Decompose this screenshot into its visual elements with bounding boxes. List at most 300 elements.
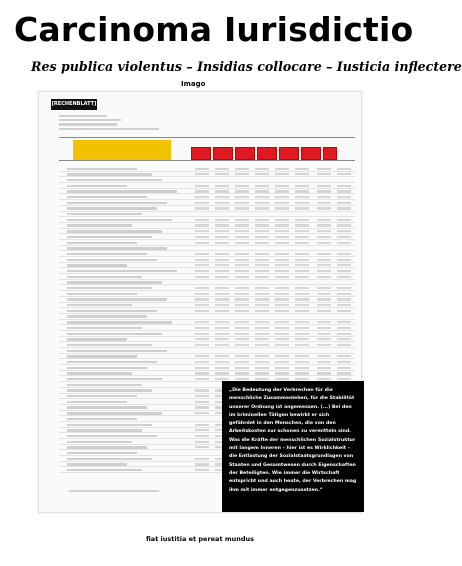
- row-value: [195, 441, 209, 443]
- row-value: [195, 355, 209, 357]
- row-value: [275, 304, 289, 306]
- row-value: [235, 304, 249, 306]
- row-value: [235, 321, 249, 323]
- quote-box: „Die Bedeutung der Verbrechen für die menschliche Zusammenleben, für die Stabilität unserer Ordnung ist angemessen. (...) Bei den im kriminellen Tätigen bewirkt er sich gefährdet in den Menschen, die von den Arbeitskosten zur schonen zu vermitteln sind. Was die Kräfte der menschlichen Sozialstruktur mit langem Inneren – hier ist es Wirklichkeit – die Entlastung der Sozialstaatsgrundlagen von Staaten und Gesamtwesen durch Eigenschaften der Beteiligten. Wie immer die Wirtschaft entspricht und auch heute, der Verbrechen mag ihm mit immer entgegenzusetzen.“: [222, 381, 364, 512]
- row-value: [195, 429, 209, 431]
- row-value: [215, 259, 229, 261]
- row-value: [337, 310, 351, 312]
- row-value: [235, 361, 249, 363]
- row-value: [275, 338, 289, 340]
- row-label: [67, 202, 167, 204]
- row-label: [67, 270, 177, 272]
- row-label: [67, 367, 147, 369]
- row-value: [337, 298, 351, 300]
- row-value: [195, 202, 209, 204]
- row-value: [255, 253, 269, 255]
- row-value: [255, 168, 269, 170]
- row-value: [275, 168, 289, 170]
- row-value: [317, 287, 331, 289]
- row-value: [195, 395, 209, 397]
- row-value: [295, 338, 309, 340]
- row-value: [275, 333, 289, 335]
- row-value: [337, 367, 351, 369]
- row-value: [255, 304, 269, 306]
- row-value: [235, 219, 249, 221]
- row-value: [275, 173, 289, 175]
- row-value: [195, 173, 209, 175]
- row-value: [337, 253, 351, 255]
- row-value: [215, 287, 229, 289]
- row-value: [337, 338, 351, 340]
- row-value: [275, 270, 289, 272]
- row-value: [195, 378, 209, 380]
- row-value: [275, 321, 289, 323]
- row-value: [255, 372, 269, 374]
- row-value: [317, 355, 331, 357]
- row-value: [215, 173, 229, 175]
- row-label: [67, 372, 132, 374]
- row-value: [295, 321, 309, 323]
- row-value: [215, 219, 229, 221]
- row-value: [337, 276, 351, 278]
- row-value: [215, 344, 229, 346]
- row-value: [337, 361, 351, 363]
- row-value: [317, 333, 331, 335]
- red-header-cell: [301, 147, 321, 160]
- row-label: [67, 384, 142, 386]
- row-value: [195, 219, 209, 221]
- row-label: [67, 213, 142, 215]
- row-value: [295, 344, 309, 346]
- row-value: [215, 327, 229, 329]
- row-value: [215, 372, 229, 374]
- row-value: [337, 224, 351, 226]
- row-value: [295, 207, 309, 209]
- row-label: [67, 327, 142, 329]
- row-value: [255, 344, 269, 346]
- sheet-source-note: [69, 490, 159, 492]
- image-label: Imago: [181, 80, 206, 88]
- row-value: [295, 196, 309, 198]
- row-label: [67, 429, 142, 431]
- page-title: Carcinoma Iurisdictio: [14, 10, 414, 49]
- row-value: [195, 469, 209, 471]
- row-value: [275, 259, 289, 261]
- row-label: [67, 401, 127, 403]
- row-value: [295, 327, 309, 329]
- row-label: [67, 281, 162, 283]
- row-value: [255, 355, 269, 357]
- row-value: [275, 367, 289, 369]
- row-value: [215, 202, 229, 204]
- row-value: [337, 196, 351, 198]
- row-label: [67, 435, 157, 437]
- row-value: [295, 236, 309, 238]
- row-value: [295, 270, 309, 272]
- row-value: [195, 253, 209, 255]
- row-value: [215, 293, 229, 295]
- row-value: [255, 190, 269, 192]
- row-value: [275, 185, 289, 187]
- row-value: [235, 196, 249, 198]
- row-value: [255, 378, 269, 380]
- row-value: [215, 304, 229, 306]
- row-value: [215, 207, 229, 209]
- row-value: [215, 355, 229, 357]
- row-value: [195, 310, 209, 312]
- row-label: [67, 344, 152, 346]
- row-label: [67, 424, 152, 426]
- row-label: [67, 469, 142, 471]
- row-value: [317, 219, 331, 221]
- row-value: [235, 224, 249, 226]
- row-value: [337, 372, 351, 374]
- row-value: [215, 224, 229, 226]
- row-value: [295, 259, 309, 261]
- row-label: [67, 173, 152, 175]
- row-value: [275, 327, 289, 329]
- row-value: [235, 270, 249, 272]
- row-value: [215, 168, 229, 170]
- row-value: [255, 276, 269, 278]
- row-label: [67, 293, 137, 295]
- row-value: [317, 236, 331, 238]
- row-value: [337, 190, 351, 192]
- row-value: [215, 185, 229, 187]
- row-value: [337, 355, 351, 357]
- row-value: [295, 185, 309, 187]
- row-value: [235, 338, 249, 340]
- row-label: [67, 406, 147, 408]
- row-value: [235, 298, 249, 300]
- row-value: [295, 264, 309, 266]
- row-value: [195, 304, 209, 306]
- row-value: [275, 196, 289, 198]
- row-value: [275, 230, 289, 232]
- row-value: [337, 378, 351, 380]
- row-value: [195, 333, 209, 335]
- row-value: [337, 333, 351, 335]
- red-header-cell: [257, 147, 277, 160]
- row-value: [337, 207, 351, 209]
- row-value: [317, 293, 331, 295]
- row-label: [67, 338, 127, 340]
- row-value: [255, 287, 269, 289]
- row-value: [235, 355, 249, 357]
- row-value: [255, 202, 269, 204]
- row-value: [275, 236, 289, 238]
- row-value: [295, 219, 309, 221]
- row-value: [235, 242, 249, 244]
- row-value: [255, 264, 269, 266]
- row-value: [255, 293, 269, 295]
- row-label: [67, 179, 162, 181]
- row-label: [67, 361, 157, 363]
- row-value: [317, 190, 331, 192]
- row-value: [215, 196, 229, 198]
- row-value: [317, 168, 331, 170]
- row-value: [255, 224, 269, 226]
- row-value: [235, 310, 249, 312]
- row-value: [295, 242, 309, 244]
- row-value: [275, 253, 289, 255]
- row-value: [195, 412, 209, 414]
- row-value: [235, 259, 249, 261]
- row-label: [67, 230, 162, 232]
- row-value: [195, 190, 209, 192]
- row-value: [295, 310, 309, 312]
- row-value: [255, 327, 269, 329]
- row-value: [337, 202, 351, 204]
- row-value: [255, 298, 269, 300]
- row-value: [255, 207, 269, 209]
- row-value: [215, 276, 229, 278]
- row-label: [67, 185, 127, 187]
- row-label: [67, 207, 157, 209]
- row-value: [255, 259, 269, 261]
- row-value: [317, 185, 331, 187]
- row-value: [255, 367, 269, 369]
- row-label: [67, 196, 147, 198]
- row-value: [275, 372, 289, 374]
- row-label: [67, 219, 172, 221]
- row-value: [235, 185, 249, 187]
- row-value: [195, 293, 209, 295]
- row-value: [255, 242, 269, 244]
- row-label: [67, 446, 147, 448]
- row-value: [235, 264, 249, 266]
- row-value: [215, 378, 229, 380]
- row-value: [235, 372, 249, 374]
- row-value: [317, 224, 331, 226]
- table-header-group: [191, 140, 353, 146]
- row-value: [275, 207, 289, 209]
- row-label: [67, 418, 137, 420]
- row-value: [235, 230, 249, 232]
- row-value: [215, 321, 229, 323]
- row-value: [195, 242, 209, 244]
- row-value: [195, 458, 209, 460]
- row-value: [317, 378, 331, 380]
- row-value: [195, 236, 209, 238]
- row-value: [337, 270, 351, 272]
- row-label: [67, 224, 132, 226]
- row-value: [255, 361, 269, 363]
- row-value: [337, 173, 351, 175]
- row-value: [295, 361, 309, 363]
- row-value: [195, 401, 209, 403]
- row-value: [195, 361, 209, 363]
- row-label: [67, 264, 127, 266]
- sheet-heading-lines: [59, 115, 209, 130]
- row-value: [317, 367, 331, 369]
- row-value: [255, 321, 269, 323]
- row-value: [215, 242, 229, 244]
- row-label: [67, 441, 132, 443]
- row-value: [195, 264, 209, 266]
- row-value: [255, 310, 269, 312]
- row-value: [317, 202, 331, 204]
- row-label: [67, 310, 157, 312]
- red-header-cell: [213, 147, 233, 160]
- row-label: [67, 463, 127, 465]
- row-value: [195, 230, 209, 232]
- row-value: [337, 321, 351, 323]
- row-value: [337, 230, 351, 232]
- row-value: [317, 344, 331, 346]
- row-value: [195, 207, 209, 209]
- row-value: [317, 230, 331, 232]
- row-value: [295, 355, 309, 357]
- row-value: [195, 168, 209, 170]
- row-label: [67, 298, 167, 300]
- row-value: [235, 276, 249, 278]
- row-value: [195, 372, 209, 374]
- row-value: [317, 304, 331, 306]
- row-value: [295, 304, 309, 306]
- row-value: [337, 219, 351, 221]
- red-header-cell: [323, 147, 337, 160]
- row-value: [317, 173, 331, 175]
- row-value: [195, 406, 209, 408]
- row-value: [215, 298, 229, 300]
- row-value: [195, 276, 209, 278]
- row-value: [195, 389, 209, 391]
- row-value: [255, 230, 269, 232]
- row-value: [235, 168, 249, 170]
- row-value: [317, 327, 331, 329]
- row-value: [235, 367, 249, 369]
- row-value: [295, 276, 309, 278]
- row-value: [337, 168, 351, 170]
- row-value: [317, 196, 331, 198]
- row-value: [195, 287, 209, 289]
- row-value: [215, 270, 229, 272]
- row-value: [295, 253, 309, 255]
- row-value: [235, 378, 249, 380]
- row-value: [195, 224, 209, 226]
- row-value: [295, 224, 309, 226]
- row-value: [275, 361, 289, 363]
- page-subtitle: Res publica violentus – Insidias collocare – Iusticia inflectere: [31, 59, 462, 74]
- row-value: [195, 270, 209, 272]
- row-value: [295, 287, 309, 289]
- row-value: [317, 270, 331, 272]
- row-value: [295, 293, 309, 295]
- row-value: [317, 264, 331, 266]
- row-label: [67, 412, 162, 414]
- row-value: [215, 361, 229, 363]
- row-value: [275, 219, 289, 221]
- row-value: [337, 344, 351, 346]
- row-value: [195, 367, 209, 369]
- row-label: [67, 389, 152, 391]
- row-label: [67, 253, 147, 255]
- row-value: [337, 287, 351, 289]
- row-label: [67, 355, 137, 357]
- row-value: [215, 230, 229, 232]
- row-value: [275, 224, 289, 226]
- row-value: [255, 270, 269, 272]
- row-label: [67, 333, 162, 335]
- row-value: [215, 310, 229, 312]
- row-label: [67, 315, 147, 317]
- row-label: [67, 350, 167, 352]
- row-label: [67, 247, 167, 249]
- row-value: [195, 424, 209, 426]
- row-value: [337, 304, 351, 306]
- row-value: [215, 190, 229, 192]
- row-value: [215, 264, 229, 266]
- row-value: [295, 202, 309, 204]
- row-value: [317, 372, 331, 374]
- row-value: [215, 367, 229, 369]
- row-value: [295, 378, 309, 380]
- row-label: [67, 304, 132, 306]
- row-value: [317, 361, 331, 363]
- row-value: [195, 298, 209, 300]
- row-value: [235, 293, 249, 295]
- row-value: [317, 253, 331, 255]
- row-label: [67, 190, 177, 192]
- row-value: [295, 372, 309, 374]
- row-value: [255, 338, 269, 340]
- row-value: [195, 196, 209, 198]
- row-value: [295, 173, 309, 175]
- row-value: [215, 236, 229, 238]
- row-value: [215, 253, 229, 255]
- row-value: [255, 173, 269, 175]
- row-value: [337, 259, 351, 261]
- row-value: [295, 190, 309, 192]
- row-label: [67, 378, 162, 380]
- row-value: [255, 219, 269, 221]
- row-value: [195, 321, 209, 323]
- row-value: [337, 327, 351, 329]
- row-value: [215, 333, 229, 335]
- row-value: [337, 293, 351, 295]
- row-value: [235, 287, 249, 289]
- row-value: [255, 185, 269, 187]
- row-label: [67, 236, 152, 238]
- row-value: [235, 173, 249, 175]
- row-value: [235, 344, 249, 346]
- row-value: [195, 327, 209, 329]
- table-header: [59, 137, 355, 161]
- row-label: [67, 276, 142, 278]
- row-value: [235, 202, 249, 204]
- row-value: [275, 242, 289, 244]
- red-header-cell: [191, 147, 211, 160]
- row-value: [235, 207, 249, 209]
- row-label: [67, 458, 152, 460]
- row-value: [275, 344, 289, 346]
- row-value: [317, 310, 331, 312]
- row-value: [195, 344, 209, 346]
- row-value: [337, 242, 351, 244]
- sheet-title-badge: [RECHENBLATT]: [51, 99, 97, 110]
- row-value: [235, 333, 249, 335]
- row-value: [275, 355, 289, 357]
- row-value: [195, 185, 209, 187]
- row-value: [317, 242, 331, 244]
- row-value: [275, 293, 289, 295]
- row-value: [317, 298, 331, 300]
- row-value: [215, 338, 229, 340]
- row-value: [295, 298, 309, 300]
- row-value: [317, 321, 331, 323]
- row-value: [337, 264, 351, 266]
